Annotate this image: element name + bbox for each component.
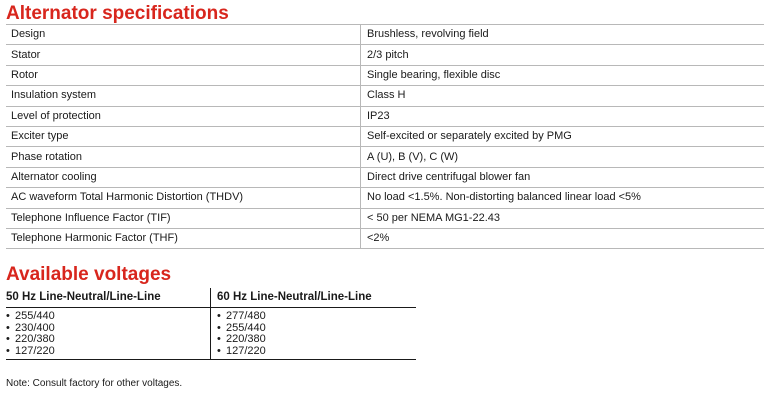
voltage-item xyxy=(217,346,416,358)
alternator-spec-table xyxy=(6,24,764,249)
bullet-icon: • xyxy=(6,344,10,357)
spec-row xyxy=(6,228,764,248)
spec-value: IP23 xyxy=(361,106,765,126)
spec-label: Insulation system xyxy=(6,86,361,106)
voltages-body xyxy=(6,308,416,360)
spec-label: AC waveform Total Harmonic Distortion (THDV) xyxy=(6,188,361,208)
spec-label: Telephone Harmonic Factor (THF) xyxy=(6,228,361,248)
spec-row xyxy=(6,147,764,167)
spec-row xyxy=(6,45,764,65)
spec-row xyxy=(6,208,764,228)
spec-value: No load <1.5%. Non-distorting balanced linear load <5% xyxy=(361,188,765,208)
voltages-table xyxy=(6,288,416,360)
bullet-icon: • xyxy=(6,321,10,334)
spec-value: Class H xyxy=(361,86,765,106)
spec-row xyxy=(6,126,764,146)
voltage-value: 127/220 xyxy=(226,344,266,357)
spec-table-body xyxy=(6,25,764,249)
spec-row xyxy=(6,106,764,126)
col-50hz-header: 50 Hz Line-Neutral/Line-Line xyxy=(6,288,211,307)
spec-value: A (U), B (V), C (W) xyxy=(361,147,765,167)
spec-label: Design xyxy=(6,25,361,45)
spec-row xyxy=(6,86,764,106)
alternator-specifications-title: Alternator specifications xyxy=(6,3,229,24)
bullet-icon: • xyxy=(217,333,221,345)
spec-row xyxy=(6,65,764,85)
voltage-value: 255/440 xyxy=(226,321,266,334)
voltage-value: 220/380 xyxy=(226,333,266,345)
spec-value: 2/3 pitch xyxy=(361,45,765,65)
spec-label: Alternator cooling xyxy=(6,167,361,187)
spec-value: Single bearing, flexible disc xyxy=(361,65,765,85)
spec-row xyxy=(6,25,764,45)
voltage-value: 255/440 xyxy=(15,310,55,322)
voltages-header-row xyxy=(6,288,416,308)
bullet-icon: • xyxy=(6,310,10,322)
spec-row xyxy=(6,167,764,187)
list-60hz xyxy=(211,308,416,359)
spec-label: Telephone Influence Factor (TIF) xyxy=(6,208,361,228)
spec-label: Level of protection xyxy=(6,106,361,126)
list-50hz xyxy=(6,308,211,359)
col-60hz-header: 60 Hz Line-Neutral/Line-Line xyxy=(217,291,372,303)
voltage-value: 230/400 xyxy=(15,321,55,334)
voltage-value: 127/220 xyxy=(15,344,55,357)
spec-value: < 50 per NEMA MG1-22.43 xyxy=(361,208,765,228)
spec-value: Direct drive centrifugal blower fan xyxy=(361,167,765,187)
spec-label: Phase rotation xyxy=(6,147,361,167)
available-voltages-title: Available voltages xyxy=(6,264,172,285)
spec-row xyxy=(6,188,764,208)
spec-label: Exciter type xyxy=(6,126,361,146)
spec-value: <2% xyxy=(361,228,765,248)
bullet-icon: • xyxy=(6,333,10,345)
bullet-icon: • xyxy=(217,310,221,322)
voltages-note: Note: Consult factory for other voltages. xyxy=(6,378,183,389)
bullet-icon: • xyxy=(217,321,221,334)
spec-label: Stator xyxy=(6,45,361,65)
bullet-icon: • xyxy=(217,344,221,357)
spec-value: Brushless, revolving field xyxy=(361,25,765,45)
spec-value: Self-excited or separately excited by PMG xyxy=(361,126,765,146)
voltage-value: 220/380 xyxy=(15,333,55,345)
spec-label: Rotor xyxy=(6,65,361,85)
voltage-item xyxy=(6,346,210,358)
voltage-value: 277/480 xyxy=(226,310,266,322)
